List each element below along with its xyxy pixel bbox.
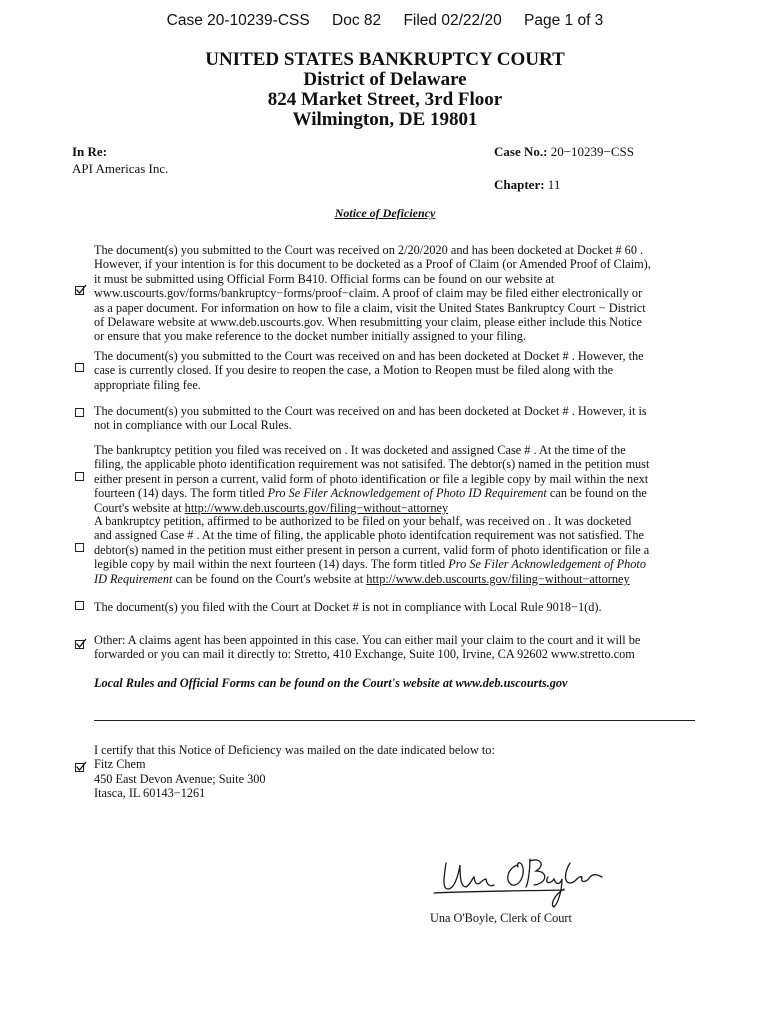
deficiency-item-line: appropriate filing fee. (94, 377, 201, 392)
deficiency-item-line: The document(s) you filed with the Court at Docket # is not in compliance with Local Rule 9018−1(d). (94, 600, 602, 614)
certification-checkbox[interactable] (75, 763, 84, 772)
court-header (0, 50, 770, 130)
deficiency-checkbox-3[interactable] (75, 408, 84, 417)
certification-line: I certify that this Notice of Deficiency was mailed on the date indicated below to: (94, 743, 495, 757)
chapter-value: 11 (547, 177, 561, 192)
clerk-name: Una O'Boyle, Clerk of Court (430, 911, 572, 925)
deficiency-checkbox-4[interactable] (75, 472, 84, 481)
case-no-value: 20−10239−CSS (550, 144, 634, 159)
deficiency-item-line: forwarded or you can mail it directly to: Stretto, 410 Exchange, Suite 100, Irvine, CA 92602 www.stretto.com (94, 647, 635, 662)
deficiency-item-7 (94, 633, 699, 662)
clerk-signature (430, 855, 610, 916)
deficiency-item-line: The document(s) you submitted to the Court was received on and has been docketed at Docket # . However, the (94, 349, 644, 363)
recipient-name: Fitz Chem (94, 757, 146, 772)
deficiency-item-line: or ensure that you make reference to the docket number initially assigned to your filing. (94, 329, 526, 344)
court-district: District of Delaware (303, 69, 467, 90)
case-number-block (494, 143, 634, 160)
deficiency-checkbox-2[interactable] (75, 363, 84, 372)
recipient-city: Itasca, IL 60143−1261 (94, 786, 206, 801)
court-name: UNITED STATES BANKRUPTCY COURT (205, 49, 565, 70)
deficiency-item-line: and assigned Case # . At the time of filing, the applicable photo identifcation requirement was not satisfied. The (94, 528, 644, 543)
debtor-name: API Americas Inc. (72, 161, 169, 176)
deficiency-checkbox-6[interactable] (75, 601, 84, 610)
deficiency-item-3 (94, 404, 699, 433)
deficiency-checkbox-7[interactable] (75, 640, 84, 649)
local-rules-note: Local Rules and Official Forms can be found on the Court's website at www.deb.uscourts.gov (94, 676, 568, 690)
deficiency-item-line: as a paper document. For information on how to file a claim, visit the United States Bankruptcy Court − District (94, 300, 646, 315)
in-re-block (72, 143, 168, 177)
page-indicator: Page 1 of 3 (524, 12, 604, 29)
deficiency-item-line: legible copy by mail within the next fourteen (14) days. The form titled Pro Se Filer Acknowledgement of Photo (94, 557, 646, 572)
deficiency-item-2 (94, 349, 699, 392)
notice-title: Notice of Deficiency (334, 206, 436, 220)
deficiency-item-line: case is currently closed. If you desire to reopen the case, a Motion to Reopen must be filed along with the (94, 363, 614, 378)
deficiency-item-line: it must be submitted using Official Form B410. Official forms can be found on our website at (94, 271, 555, 286)
deficiency-item-line[interactable]: ID Requirement can be found on the Court's website at http://www.deb.uscourts.gov/filing−without−attorney (94, 571, 630, 586)
deficiency-item-line: fourteen (14) days. The form titled Pro Se Filer Acknowledgement of Photo ID Requirement can be found on the (94, 486, 647, 501)
deficiency-item-line: debtor(s) named in the petition must either present in person a current, valid form of photo identification or file a (94, 542, 650, 557)
deficiency-item-line: The document(s) you submitted to the Court was received on 2/20/2020 and has been docketed at Docket # 60 . (94, 243, 644, 257)
deficiency-item-5 (94, 514, 699, 586)
deficiency-item-line[interactable]: Court's website at http://www.deb.uscourts.gov/filing−without−attorney (94, 500, 449, 515)
deficiency-item-4 (94, 443, 699, 515)
filing-case-number: Case 20-10239-CSS (166, 12, 310, 29)
deficiency-item-line: However, if your intention is for this document to be docketed as a Proof of Claim (or Amended Proof of Claim), (94, 257, 651, 272)
deficiency-item-line: of Delaware website at www.deb.uscourts.gov. When resubmitting your claim, please either include this Notice (94, 315, 642, 330)
court-city: Wilmington, DE 19801 (292, 109, 478, 130)
deficiency-checkbox-1[interactable] (75, 286, 84, 295)
chapter-label: Chapter: (494, 177, 545, 192)
deficiency-item-line: The document(s) you submitted to the Court was received on and has been docketed at Docket # . However, it is (94, 404, 647, 418)
divider-line (94, 720, 695, 721)
filing-date: Filed 02/22/20 (403, 12, 502, 29)
recipient-street: 450 East Devon Avenue; Suite 300 (94, 771, 266, 786)
in-re-label: In Re: (72, 144, 108, 159)
deficiency-item-line: not in compliance with our Local Rules. (94, 418, 292, 433)
deficiency-item-line: filing, the applicable photo identification requirement was not satisifed. The debtor(s) named in the petition must (94, 457, 650, 472)
filing-header (0, 12, 770, 30)
filing-doc-number: Doc 82 (332, 12, 382, 29)
deficiency-item-line: either present in person a current, valid form of photo identification or file a legible copy by mail within the next (94, 471, 649, 486)
chapter-block (494, 177, 560, 193)
certification-text (94, 743, 495, 801)
court-street: 824 Market Street, 3rd Floor (267, 89, 503, 110)
deficiency-item-line: A bankruptcy petition, affirmed to be authorized to be filed on your behalf, was received on . It was docketed (94, 514, 632, 528)
case-no-label: Case No.: (494, 144, 548, 159)
deficiency-checkbox-5[interactable] (75, 543, 84, 552)
deficiency-item-line: Other: A claims agent has been appointed in this case. You can either mail your claim to the court and it will be (94, 633, 641, 647)
deficiency-item-1 (94, 243, 699, 344)
deficiency-item-line: The bankruptcy petition you filed was received on . It was docketed and assigned Case # . At the time of the (94, 443, 626, 457)
deficiency-item-6 (94, 600, 699, 614)
deficiency-item-line: www.uscourts.gov/forms/bankruptcy−forms/proof−claim. A proof of claim may be filed either electronically or (94, 286, 643, 301)
